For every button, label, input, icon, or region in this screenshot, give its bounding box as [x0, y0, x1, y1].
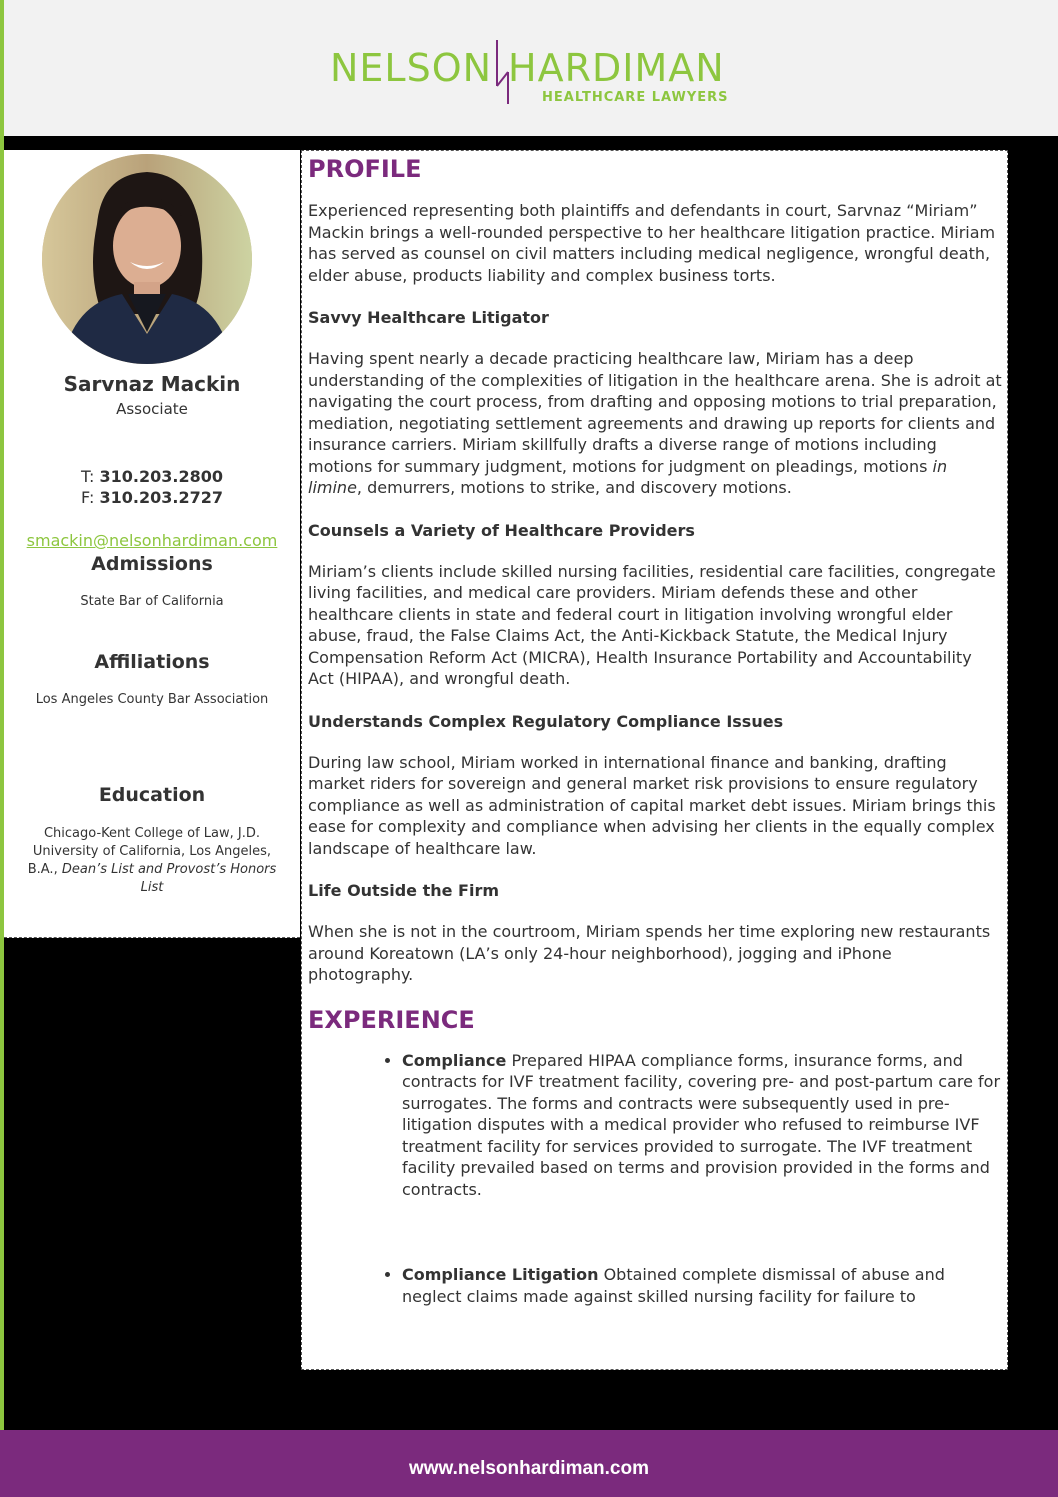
main-content — [301, 150, 1008, 1370]
section-text — [308, 348, 1002, 499]
phone-line — [4, 467, 300, 486]
sidebar — [4, 150, 300, 938]
experience-list — [308, 1050, 1002, 1308]
phone-label: T: — [81, 467, 95, 486]
admissions-heading: Admissions — [91, 553, 213, 575]
education-honors: Dean’s List and Provost’s Honors — [61, 862, 277, 877]
person-name: Sarvnaz Mackin — [63, 372, 241, 396]
logo-text-left: NELSON — [330, 46, 493, 90]
affiliations-heading: Affiliations — [94, 651, 210, 673]
education-text — [4, 825, 300, 897]
section-text-italic: in limine — [308, 456, 948, 497]
admissions-text: State Bar of California — [80, 594, 224, 609]
section-text: During law school, Miriam worked in international finance and banking, drafting market riders for sovereign and general market risk provisions to ensure regulatory compliance as well as administration of capital market debt issues. Miriam brings this ease for complexity and compliance when advising her clients in the equally complex landscape of healthcare law. — [308, 752, 996, 858]
experience-title: Compliance — [402, 1050, 507, 1070]
person-title: Associate — [116, 400, 188, 418]
profile-heading: PROFILE — [308, 155, 422, 183]
section-heading: Understands Complex Regulatory Compliance Issues — [308, 711, 784, 731]
experience-text: Prepared HIPAA compliance forms, insurance forms, and contracts for IVF treatment facility, covering pre- and post-partum care for surrogates. The forms and contracts were subsequently used in pre-litigation disputes with a medical provider who refused to reimburse IVF treatment facility for services provided to surrogate. The IVF treatment facility prevailed based on terms and provision provided in the forms and contracts. — [402, 1050, 1001, 1199]
education-degree: B.A., — [27, 862, 58, 877]
email-link[interactable]: smackin@nelsonhardiman.com — [26, 531, 278, 550]
profile-photo — [42, 154, 252, 364]
logo-tagline: HEALTHCARE LAWYERS — [542, 90, 729, 105]
section-heading: Counsels a Variety of Healthcare Providers — [308, 520, 695, 540]
section-text: Miriam’s clients include skilled nursing facilities, residential care facilities, congregate living facilities, and medical care providers. Miriam defends these and other healthcare clients in state and federal court in litigation involving wrongful elder abuse, fraud, the False Claims Act, the Anti-Kickback Statute, the Medical Injury Compensation Reform Act (MICRA), Health Insurance Portability and Accountability Act (HIPAA), and wrongful death. — [308, 561, 996, 688]
fax-number: 310.203.2727 — [99, 488, 223, 507]
list-item — [402, 1264, 1002, 1307]
website-link[interactable]: www.nelsonhardiman.com — [408, 1458, 649, 1479]
logo-text-right: HARDIMAN — [508, 46, 725, 90]
education-line — [4, 879, 300, 897]
section-text-part: , demurrers, motions to strike, and discovery motions. — [356, 478, 792, 497]
logo-mark-icon — [472, 38, 512, 108]
profile-intro: Experienced representing both plaintiffs and defendants in court, Sarvnaz “Miriam” Mackin brings a well-rounded perspective to her healthcare litigation practice. Miriam has served as counsel on civil matters including medical negligence, wrongful death, elder abuse, products liability and complex business torts. — [308, 201, 996, 285]
experience-heading: EXPERIENCE — [308, 1005, 475, 1034]
section-text: When she is not in the courtroom, Miriam spends her time exploring new restaurants around Koreatown (LA’s only 24-hour neighborhood), jogging and iPhone photography. — [308, 922, 991, 984]
section-heading: Savvy Healthcare Litigator — [308, 308, 549, 327]
experience-text: Obtained complete dismissal of abuse and neglect claims made against skilled nursing facility for failure to — [402, 1265, 945, 1306]
fax-label: F: — [81, 488, 95, 507]
footer-band — [0, 1430, 1058, 1497]
firm-logo[interactable] — [330, 38, 740, 108]
list-item — [402, 1050, 1002, 1201]
main-inner — [308, 151, 1002, 1307]
phone-number[interactable]: 310.203.2800 — [99, 467, 223, 486]
education-line: Chicago-Kent College of Law, J.D. — [43, 826, 261, 841]
header-band — [0, 0, 1058, 136]
section-text-part: Having spent nearly a decade practicing healthcare law, Miriam has a deep understanding of the complexities of litigation in the healthcare arena. She is adroit at navigating the court process, from drafting and opposing motions to trial preparation, mediation, negotiating settlement agreements and drawing up reports for clients and insurance carriers. Miriam skillfully drafts a diverse range of motions including motions for summary judgment, motions for judgment on pleadings, motions — [308, 349, 1002, 476]
education-line: University of California, Los Angeles, — [32, 844, 272, 859]
experience-title: Compliance Litigation — [402, 1265, 599, 1284]
education-heading: Education — [98, 784, 206, 806]
affiliations-text: Los Angeles County Bar Association — [35, 692, 269, 707]
education-honors-cont: List — [140, 880, 164, 895]
fax-line — [4, 488, 300, 507]
education-line — [4, 861, 300, 879]
section-heading: Life Outside the Firm — [308, 881, 500, 900]
